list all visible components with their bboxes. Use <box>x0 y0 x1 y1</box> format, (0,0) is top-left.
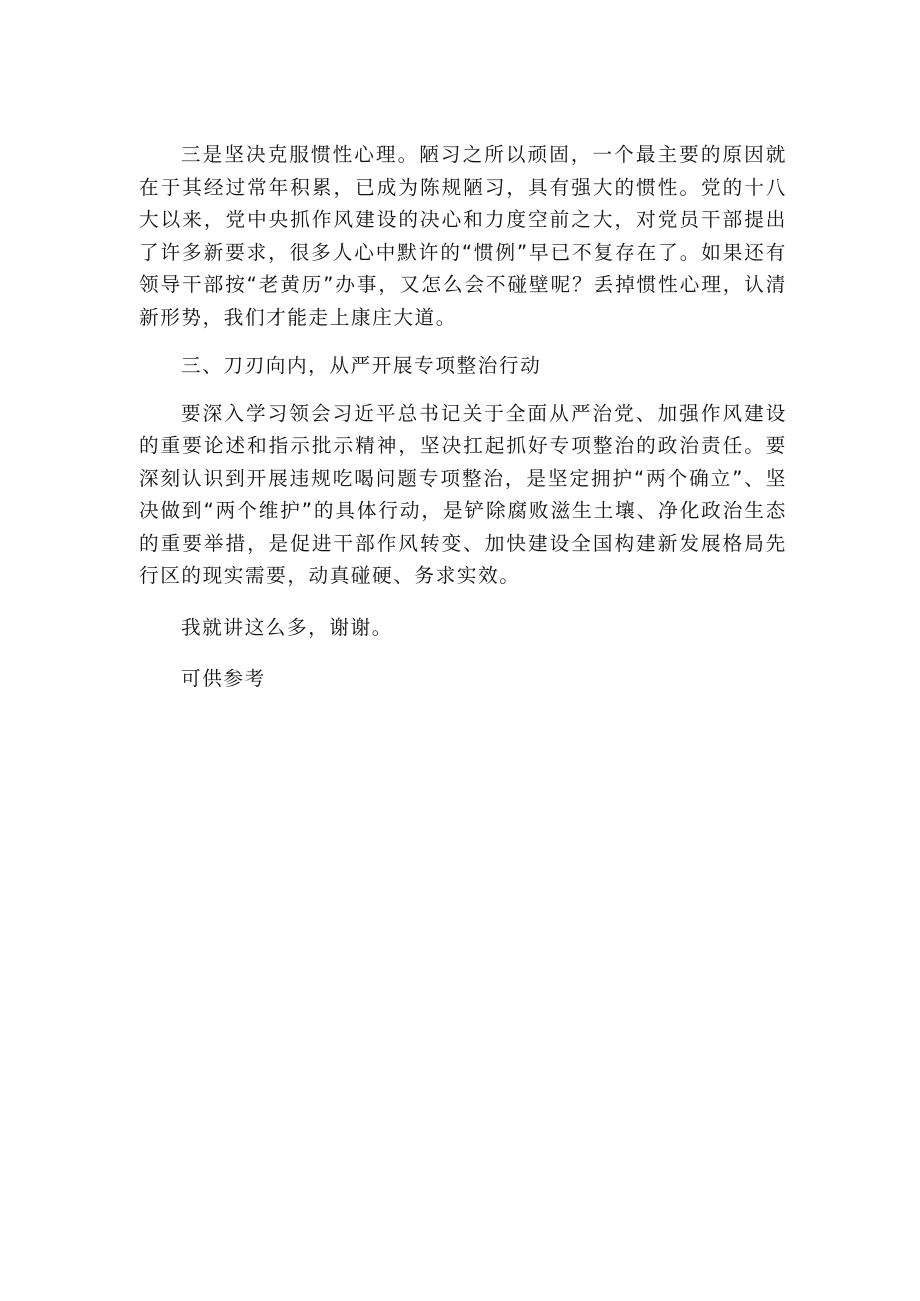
closing-remark: 我就讲这么多，谢谢。 <box>181 615 393 639</box>
reference-note: 可供参考 <box>181 667 266 690</box>
section-heading: 三、刀刃向内，从严开展专项整治行动 <box>181 354 542 377</box>
document-body <box>139 139 787 696</box>
paragraph-special-rectification: 要深入学习领会习近平总书记关于全面从严治党、加强作风建设的重要论述和指示批示精神，坚决扛起抓好专项整治的政治责任。要深刻认识到开展违规吃喝问题专项整治，是坚定拥护“两个确立”、坚决做到“两个维护”的具体行动，是铲除腐败滋生土壤、净化政治生态的重要举措，是促进干部作风转变、加快建设全国构建新发展格局先行区的现实需要，动真碰硬、务求实效。 <box>139 401 787 587</box>
paragraph-overcome-inertia: 三是坚决克服惯性心理。陋习之所以顽固，一个最主要的原因就在于其经过常年积累，已成为陈规陋习，具有强大的惯性。党的十八大以来，党中央抓作风建设的决心和力度空前之大，对党员干部提出了许多新要求，很多人心中默许的“惯例”早已不复存在了。如果还有领导干部按“老黄历”办事，又怎么会不碰壁呢？丢掉惯性心理，认清新形势，我们才能走上康庄大道。 <box>139 143 787 329</box>
